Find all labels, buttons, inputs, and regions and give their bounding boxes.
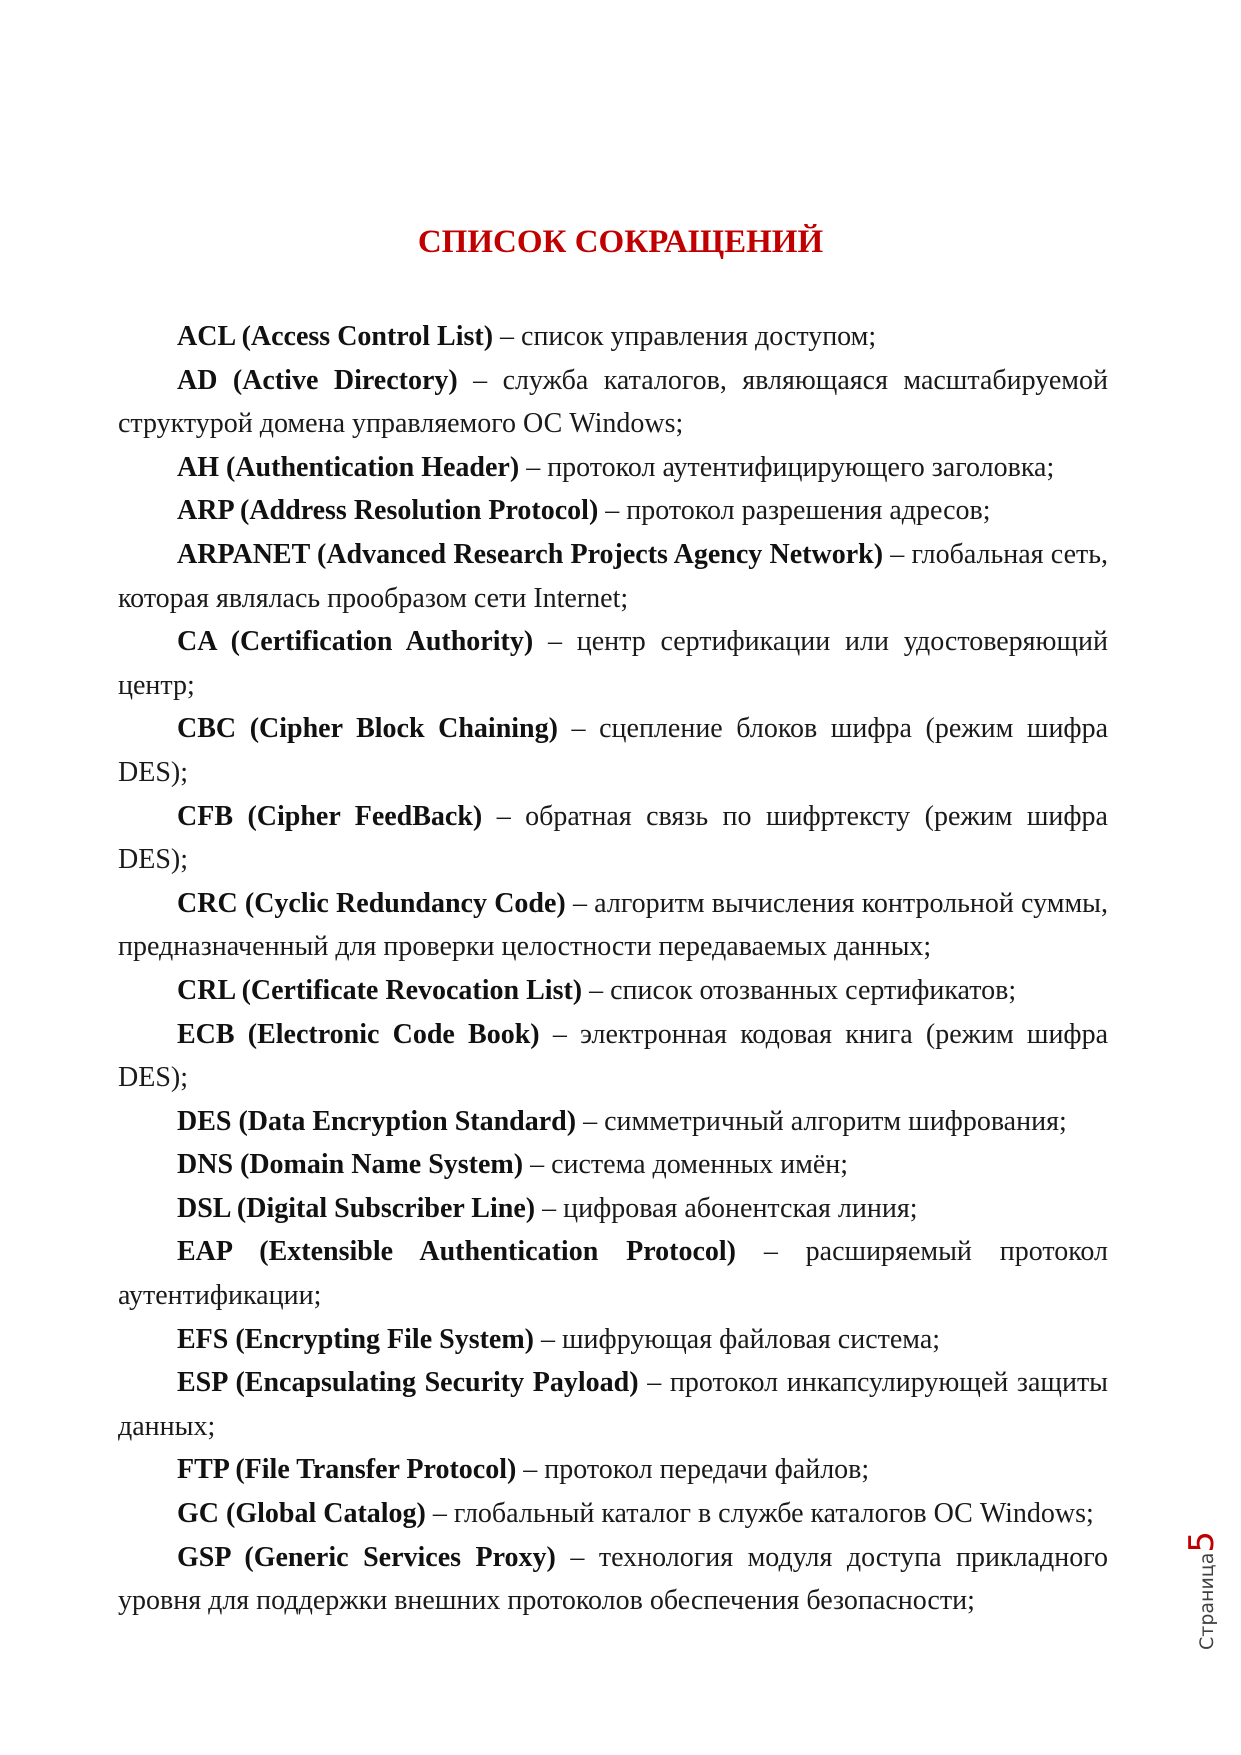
abbreviation-definition: – список управления доступом;: [493, 321, 877, 352]
abbreviation-definition: – обратная связь по шифртексту (режим шифра DES);: [118, 800, 1108, 876]
abbreviation-definition: – глобальный каталог в службе каталогов ОС Windows;: [425, 1498, 1094, 1530]
list-item: [118, 707, 1108, 794]
abbreviation-term: DES (Data Encryption Standard): [177, 1105, 577, 1137]
abbreviation-definition: – протокол аутентифицирующего заголовка;: [519, 451, 1055, 483]
abbreviation-term: ARP (Address Resolution Protocol): [177, 495, 599, 527]
list-item: [118, 1143, 1108, 1187]
abbreviation-definition: – шифрующая файловая система;: [534, 1323, 941, 1355]
list-item: [118, 1318, 1108, 1362]
list-item: [118, 1013, 1108, 1100]
list-item: [118, 1536, 1108, 1623]
list-item: [118, 359, 1108, 446]
list-item: [118, 882, 1108, 969]
abbreviation-definition: – расширяемый протокол аутентификации;: [118, 1236, 1108, 1312]
abbreviation-definition: – список отозванных сертификатов;: [582, 974, 1017, 1006]
list-item: [118, 1492, 1108, 1536]
abbreviation-term: CBC (Cipher Block Chaining): [177, 713, 558, 745]
list-item: [118, 315, 1108, 359]
abbreviation-term: DNS (Domain Name System): [177, 1149, 524, 1181]
abbreviation-definition: – сцепление блоков шифра (режим шифра DES);: [118, 713, 1108, 788]
abbreviation-term: AH (Authentication Header): [177, 451, 520, 483]
abbreviation-list: [118, 315, 1108, 1623]
abbreviation-definition: – центр сертификации или удостоверяющий центр;: [118, 626, 1109, 701]
abbreviation-term: EAP (Extensible Authentication Protocol): [177, 1236, 736, 1268]
list-item: [118, 795, 1108, 882]
abbreviation-definition: – симметричный алгоритм шифрования;: [576, 1105, 1067, 1137]
list-item: [118, 1187, 1108, 1231]
abbreviation-term: ESP (Encapsulating Security Payload): [177, 1367, 639, 1399]
list-item: [118, 489, 1108, 533]
abbreviation-definition: – протокол инкапсулирующей защиты данных;: [118, 1367, 1108, 1442]
list-item: [118, 969, 1108, 1013]
abbreviation-definition: – алгоритм вычисления контрольной суммы, предназначенный для проверки целостности передаваемых данных;: [118, 887, 1108, 963]
abbreviation-term: CFB (Cipher FeedBack): [177, 800, 483, 832]
abbreviation-term: EFS (Encrypting File System): [177, 1323, 534, 1355]
abbreviation-term: GSP (Generic Services Proxy): [177, 1541, 556, 1573]
abbreviation-term: ACL (Access Control List): [177, 321, 494, 352]
abbreviation-definition: – технология модуля доступа прикладного уровня для поддержки внешних протоколов обеспечения безопасности;: [118, 1541, 1108, 1617]
page-number-value: 5: [1182, 1530, 1222, 1553]
page-number-label: Страница: [1196, 1552, 1218, 1650]
list-item: [118, 620, 1108, 707]
list-item: [118, 1230, 1108, 1317]
abbreviation-term: FTP (File Transfer Protocol): [177, 1454, 517, 1486]
list-item: [118, 533, 1108, 620]
abbreviation-definition: – протокол разрешения адресов;: [598, 495, 991, 527]
abbreviation-definition: – служба каталогов, являющаяся масштабируемой структурой домена управляемого ОС Windows;: [118, 364, 1108, 440]
abbreviation-definition: – глобальная сеть, которая являлась прообразом сети Internet;: [118, 538, 1108, 614]
abbreviation-term: AD (Active Directory): [177, 364, 458, 396]
list-item: [118, 446, 1108, 490]
abbreviation-term: GC (Global Catalog): [177, 1498, 426, 1530]
abbreviation-term: CRC (Cyclic Redundancy Code): [177, 887, 566, 919]
abbreviation-term: CA (Certification Authority): [177, 626, 534, 658]
list-item: [118, 1448, 1108, 1492]
abbreviation-term: ECB (Electronic Code Book): [177, 1018, 540, 1050]
abbreviation-definition: – электронная кодовая книга (режим шифра DES);: [118, 1018, 1108, 1094]
abbreviation-term: DSL (Digital Subscriber Line): [177, 1192, 536, 1224]
abbreviation-term: CRL (Certificate Revocation List): [177, 974, 583, 1006]
list-item: [118, 1100, 1108, 1144]
list-item: [118, 1361, 1108, 1448]
page-number: [1182, 1530, 1222, 1650]
abbreviation-definition: – цифровая абонентская линия;: [535, 1192, 918, 1224]
abbreviation-definition: – система доменных имён;: [523, 1149, 849, 1181]
abbreviation-definition: – протокол передачи файлов;: [516, 1454, 870, 1486]
abbreviation-term: ARPANET (Advanced Research Projects Agency Network): [177, 538, 884, 570]
page-title: СПИСОК СОКРАЩЕНИЙ: [417, 224, 824, 260]
